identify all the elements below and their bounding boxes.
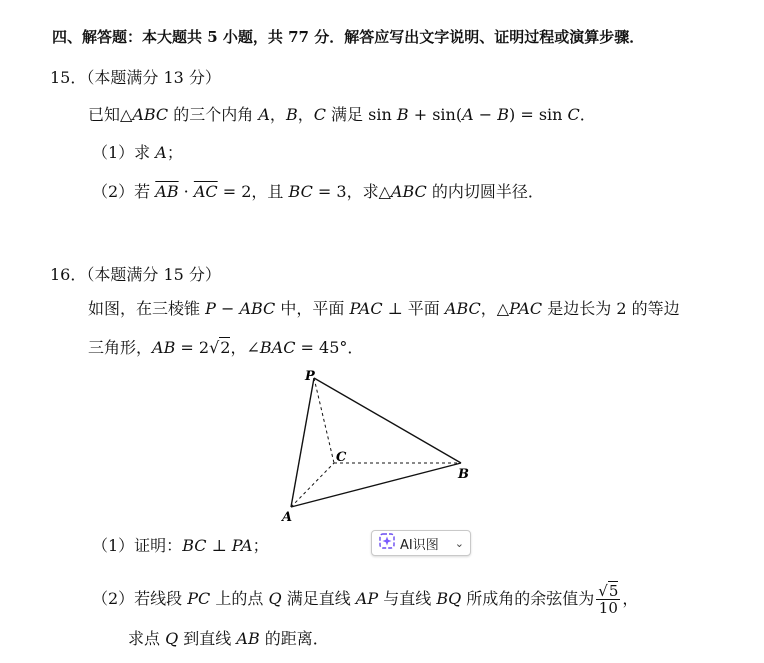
punct: ， (230, 338, 247, 357)
q15-stem-text: 满足 sin (325, 105, 397, 124)
chevron-down-icon[interactable]: ⌄ (454, 536, 464, 550)
pyramid-figure (276, 364, 486, 524)
q15-part2 (92, 181, 544, 203)
var-A: A (258, 105, 270, 124)
segment-AB: AB (152, 338, 176, 357)
segment-PA: PA (231, 536, 253, 555)
q15-part2-label: （2）若 (92, 182, 156, 201)
segment-BC: BC (182, 536, 207, 555)
triangle-PAC: △PAC (496, 299, 543, 318)
label-B: B (458, 467, 469, 482)
var-C: C (313, 105, 326, 124)
fraction-sqrt5-over-10 (596, 583, 620, 616)
q16-stem-text: = 45°． (295, 338, 364, 357)
edge-PC-hidden (314, 378, 334, 463)
vector-AB: $\overline{AB}$ (155, 182, 179, 201)
q15-part2-text: 的内切圆半径． (426, 182, 544, 201)
var-B: B (396, 105, 409, 124)
q15-triangle: △ABC (378, 182, 427, 201)
angle-BAC: ∠BAC (246, 338, 296, 357)
punct: ， (622, 589, 639, 608)
label-C: C (336, 450, 347, 465)
q16-part1-label: （1）证明： (92, 536, 183, 555)
q16-stem-text: 三角形， (88, 338, 153, 357)
q15-score: （本题满分 13 分） (86, 68, 221, 87)
q16-stem-text: = 2 (175, 338, 210, 357)
q15-part2-text: = 3，求 (312, 182, 379, 201)
q15-number: 15． (50, 68, 87, 87)
q16-stem-text: ⊥ 平面 (382, 299, 445, 318)
q16-part2-text: （2）若线段 (92, 589, 188, 608)
var-B: B (497, 105, 509, 124)
ai-recognize-button[interactable] (371, 530, 471, 556)
segment-BC: BC (288, 182, 313, 201)
q16-stem-line2 (88, 337, 363, 359)
point-Q: Q (268, 589, 282, 608)
plane-PAC: PAC (349, 299, 383, 318)
q15-stem-text: − (473, 105, 498, 124)
punct: ． (579, 105, 596, 124)
sqrt-symbol: √ (209, 338, 220, 357)
fraction-numerator: √5 (598, 582, 619, 600)
perp-symbol: ⊥ (206, 536, 232, 555)
point-Q: Q (165, 629, 179, 648)
q15-part1-label: （1）求 (92, 143, 156, 162)
punct: ， (297, 105, 314, 124)
var-A: A (155, 143, 167, 162)
q16-part2-line2 (128, 628, 329, 650)
edge-AB (291, 463, 461, 507)
q16-number: 16． (50, 265, 87, 284)
punct: ， (480, 299, 497, 318)
q16-part2-text: 求点 (128, 629, 166, 648)
line-BQ: BQ (436, 589, 462, 608)
pyramid-diagram (276, 364, 486, 524)
punct: ； (252, 536, 269, 555)
q16-part2-text: 的距离． (259, 629, 329, 648)
q16-part1 (92, 535, 269, 557)
var-A: A (462, 105, 474, 124)
q16-stem-line1 (88, 298, 680, 320)
section-heading: 四、解答题：本大题共 5 小题，共 77 分．解答应写出文字说明、证明过程或演算步骤． (52, 28, 645, 46)
sqrt-radicand: 2 (220, 338, 231, 357)
var-C: C (567, 105, 580, 124)
line-AB: AB (236, 629, 260, 648)
label-P: P (305, 369, 315, 384)
q15-header (50, 67, 221, 89)
vector-AC: $\overline{AC}$ (193, 182, 218, 201)
edge-PA (291, 378, 314, 507)
q15-stem (88, 104, 596, 126)
var-B: B (285, 105, 298, 124)
q16-part2-line1 (92, 583, 638, 616)
punct: ， (269, 105, 286, 124)
q15-part2-text: = 2，且 (217, 182, 289, 201)
sqrt-radicand: 5 (608, 582, 619, 600)
line-AP: AP (355, 589, 379, 608)
ai-recognize-label: AI识图 (400, 537, 439, 553)
sparkle-icon (378, 532, 396, 554)
q16-stem-text: 是边长为 2 的等边 (542, 299, 680, 318)
q15-triangle: △ABC (120, 105, 169, 124)
q16-part2-text: 上的点 (210, 589, 269, 608)
dot-operator: · (178, 182, 194, 201)
punct: ； (166, 143, 183, 162)
q16-part2-text: 所成角的余弦值为 (461, 589, 595, 608)
q15-stem-text: 的三个内角 (168, 105, 259, 124)
label-A: A (282, 510, 293, 524)
fraction-denominator: 10 (598, 599, 618, 617)
q16-part2-text: 到直线 (178, 629, 237, 648)
segment-PC: PC (187, 589, 211, 608)
q15-part1 (92, 142, 183, 164)
q16-part2-text: 与直线 (378, 589, 437, 608)
q16-stem-text: 中，平面 (275, 299, 350, 318)
q15-stem-text: ) = sin (509, 105, 568, 124)
q15-stem-text: 已知 (88, 105, 121, 124)
pyramid-name: P − ABC (205, 299, 276, 318)
plane-ABC: ABC (444, 299, 481, 318)
q16-part2-text: 满足直线 (281, 589, 356, 608)
q15-stem-text: + sin( (408, 105, 463, 124)
q16-score: （本题满分 15 分） (86, 265, 221, 284)
q16-header (50, 264, 221, 286)
q16-stem-text: 如图，在三棱锥 (88, 299, 206, 318)
